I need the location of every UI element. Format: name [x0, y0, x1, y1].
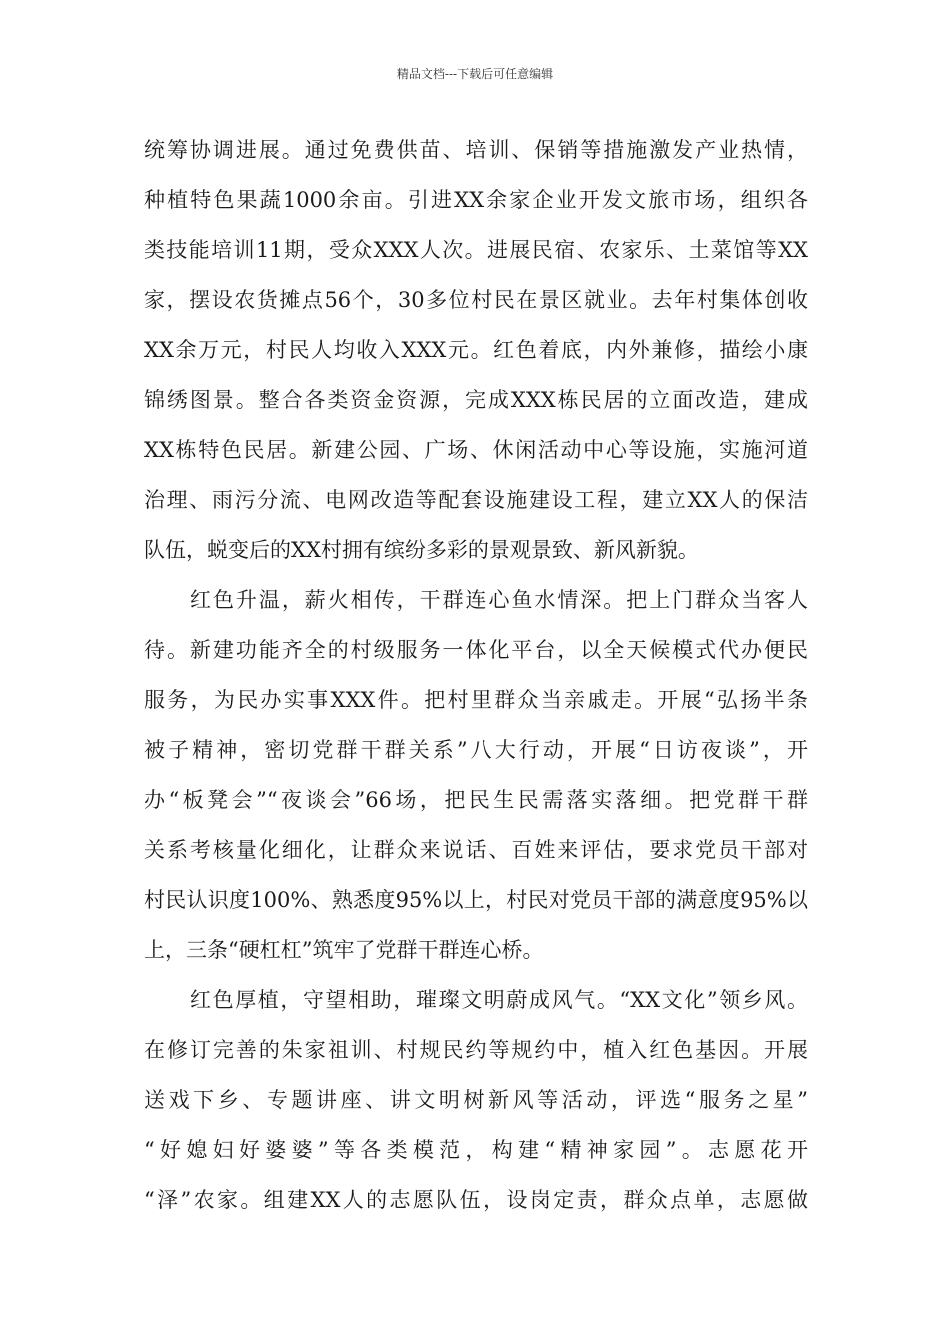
- paragraph-start-line: 红色厚植，守望相助，璀璨文明蔚成风气。“XX文化”领乡风。: [190, 988, 808, 1012]
- text-line: XX余万元，村民人均收入XXX元。红色着底，内外兼修，描绘小康: [144, 338, 808, 362]
- document-body: [144, 125, 808, 1225]
- text-line: 送戏下乡、专题讲座、讲文明树新风等活动，评选“服务之星”: [144, 1088, 808, 1112]
- text-line: 类技能培训11期，受众XXX人次。进展民宿、农家乐、土菜馆等XX: [144, 238, 808, 262]
- text-line: 队伍，蜕变后的XX村拥有缤纷多彩的景观景致、新风新貌。: [144, 538, 699, 562]
- text-line: 在修订完善的朱家祖训、村规民约等规约中，植入红色基因。开展: [144, 1038, 808, 1062]
- text-line: “好媳妇好婆婆”等各类模范，构建“精神家园”。志愿花开: [144, 1138, 808, 1162]
- text-line: XX栋特色民居。新建公园、广场、休闲活动中心等设施，实施河道: [144, 438, 808, 462]
- text-line: 统筹协调进展。通过免费供苗、培训、保销等措施激发产业热情，: [144, 138, 808, 162]
- text-line: 待。新建功能齐全的村级服务一体化平台，以全天候模式代办便民: [144, 638, 808, 662]
- text-line: 治理、雨污分流、电网改造等配套设施建设工程，建立XX人的保洁: [144, 488, 808, 512]
- page-header: 精品文档---下载后可任意编辑: [396, 67, 554, 81]
- text-line: 服务，为民办实事XXX件。把村里群众当亲戚走。开展“弘扬半条: [144, 688, 808, 712]
- text-line: 上，三条“硬杠杠”筑牢了党群干群连心桥。: [144, 938, 544, 962]
- text-line: 关系考核量化细化，让群众来说话、百姓来评估，要求党员干部对: [144, 838, 808, 862]
- text-line: 村民认识度100%、熟悉度95%以上，村民对党员干部的满意度95%以: [144, 888, 808, 912]
- text-line: 办“板凳会”“夜谈会”66场，把民生民需落实落细。把党群干群: [144, 788, 808, 812]
- text-line: 被子精神，密切党群干群关系”八大行动，开展“日访夜谈”，开: [144, 738, 808, 762]
- paragraph-start-line: 红色升温，薪火相传，干群连心鱼水情深。把上门群众当客人: [190, 588, 808, 612]
- text-line: “泽”农家。组建XX人的志愿队伍，设岗定责，群众点单，志愿做: [144, 1188, 808, 1212]
- text-line: 种植特色果蔬1000余亩。引进XX余家企业开发文旅市场，组织各: [144, 188, 808, 212]
- text-line: 家，摆设农货摊点56个，30多位村民在景区就业。去年村集体创收: [144, 288, 808, 312]
- text-line: 锦绣图景。整合各类资金资源，完成XXX栋民居的立面改造，建成: [144, 388, 808, 412]
